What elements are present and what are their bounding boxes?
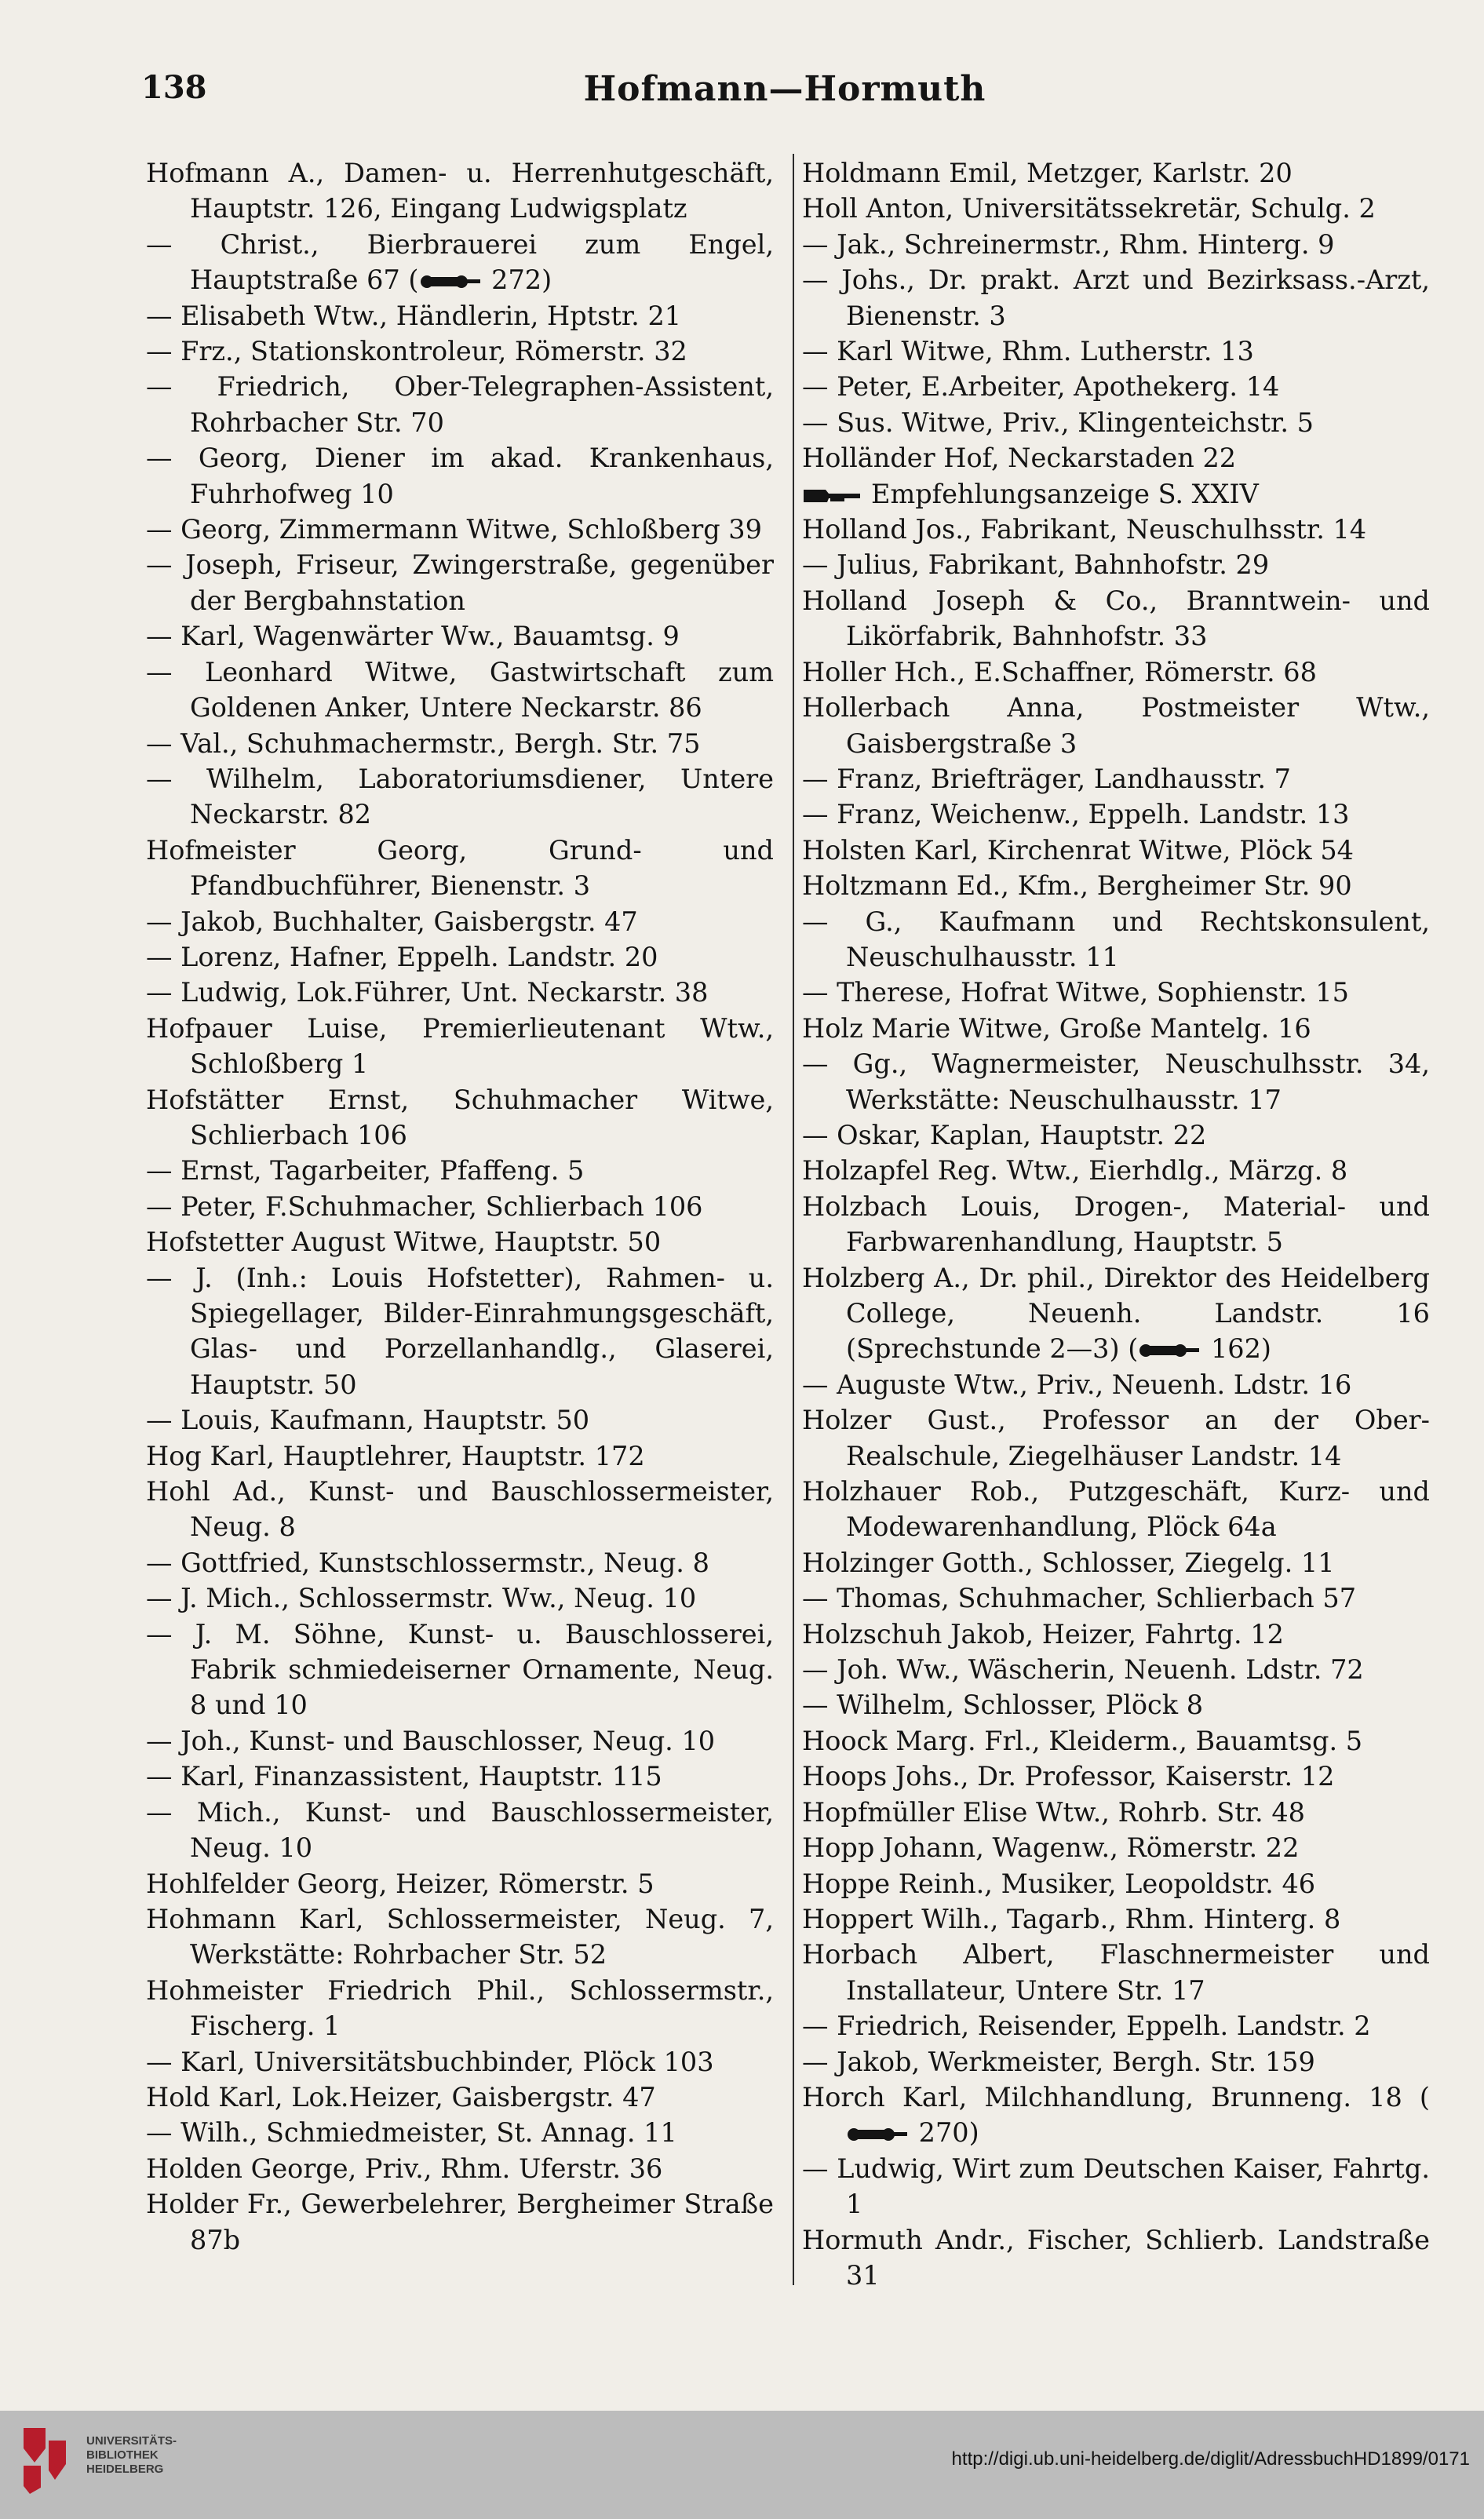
source-url-link[interactable]: http://digi.ub.uni-heidelberg.de/diglit/AdressbuchHD1899/0171 xyxy=(951,2448,1470,2470)
entry: Hohlfelder Georg, Heizer, Römerstr. 5 xyxy=(146,1868,654,1899)
entry: Horch Karl, Milchhandlung, Brunneng. 18 ( 270) xyxy=(802,2081,1430,2149)
entry: Hofpauer Luise, Premierlieutenant Wtw., Schloßberg 1 xyxy=(146,1012,774,1080)
telephone-icon xyxy=(846,2124,910,2145)
entry: Holsten Karl, Kirchenrat Witwe, Plöck 54 xyxy=(802,834,1354,866)
entry: — Thomas, Schuhmacher, Schlierbach 57 xyxy=(802,1583,1357,1614)
entry: — Ludwig, Wirt zum Deutschen Kaiser, Fahrtg. 1 xyxy=(802,2153,1430,2220)
entry: — Val., Schuhmachermstr., Bergh. Str. 75 xyxy=(146,727,701,759)
entry: — Wilhelm, Schlosser, Plöck 8 xyxy=(802,1690,1204,1721)
entry: Hollerbach Anna, Postmeister Wtw., Gaisbergstraße 3 xyxy=(802,692,1430,759)
entry: Holzschuh Jakob, Heizer, Fahrtg. 12 xyxy=(802,1618,1284,1650)
library-name: UNIVERSITÄTS- BIBLIOTHEK HEIDELBERG xyxy=(86,2434,177,2476)
entry: Hohmann Karl, Schlossermeister, Neug. 7, Werkstätte: Rohrbacher Str. 52 xyxy=(146,1903,774,1970)
entry: Hoppert Wilh., Tagarb., Rhm. Hinterg. 8 xyxy=(802,1903,1341,1934)
advertisement-reference: Empfehlungsanzeige S. XXIV xyxy=(802,476,1430,512)
entry: Holländer Hof, Neckarstaden 22 xyxy=(802,443,1237,474)
telephone-icon xyxy=(419,272,483,292)
entry: — Peter, E.Arbeiter, Apothekerg. 14 xyxy=(802,371,1280,403)
page-number: 138 xyxy=(141,69,207,106)
entry: Holzer Gust., Professor an der Ober-Realschule, Ziegelhäuser Landstr. 14 xyxy=(802,1405,1430,1471)
entry: Hoops Johs., Dr. Professor, Kaiserstr. 12 xyxy=(802,1761,1335,1792)
entry: Hofstätter Ernst, Schuhmacher Witwe, Schlierbach 106 xyxy=(146,1084,774,1150)
entry: — Karl, Wagenwärter Ww., Bauamtsg. 9 xyxy=(146,621,680,652)
entry: — Auguste Wtw., Priv., Neuenh. Ldstr. 16 xyxy=(802,1369,1352,1400)
entry: — Joseph, Friseur, Zwingerstraße, gegenüber der Bergbahnstation xyxy=(146,549,774,616)
entry: Holzberg A., Dr. phil., Direktor des Heidelberg College, Neuenh. Landstr. 16 (Sprechstunde 2—3) ( 162) xyxy=(802,1262,1430,1365)
entry: — Ludwig, Lok.Führer, Unt. Neckarstr. 38 xyxy=(146,977,709,1008)
right-column xyxy=(802,155,1430,2293)
viewer-footer xyxy=(0,2411,1484,2519)
entry: — Elisabeth Wtw., Händlerin, Hptstr. 21 xyxy=(146,300,682,331)
column-divider xyxy=(793,154,794,2285)
entry: — Karl Witwe, Rhm. Lutherstr. 13 xyxy=(802,336,1254,367)
entry: Holzbach Louis, Drogen-, Material- und Farbwarenhandlung, Hauptstr. 5 xyxy=(802,1190,1430,1258)
entry: Holl Anton, Universitätssekretär, Schulg. 2 xyxy=(802,193,1376,224)
entry: — Karl, Universitätsbuchbinder, Plöck 103 xyxy=(146,2046,714,2077)
entry: Holland Jos., Fabrikant, Neuschulhsstr. 14 xyxy=(802,514,1367,545)
entry: Holz Marie Witwe, Große Mantelg. 16 xyxy=(802,1012,1311,1044)
entry: — Christ., Bierbrauerei zum Engel, Hauptstraße 67 ( 272) xyxy=(146,228,774,296)
entry: Holzinger Gotth., Schlosser, Ziegelg. 11 xyxy=(802,1547,1335,1578)
telephone-icon xyxy=(1138,1340,1202,1361)
pointing-hand-icon xyxy=(802,487,862,505)
entry: Hohmeister Friedrich Phil., Schlossermstr., Fischerg. 1 xyxy=(146,1974,774,2042)
entry: Hold Karl, Lok.Heizer, Gaisbergstr. 47 xyxy=(146,2081,656,2113)
entry: Holland Joseph & Co., Branntwein- und Likörfabrik, Bahnhofstr. 33 xyxy=(802,585,1430,652)
entry: — Julius, Fabrikant, Bahnhofstr. 29 xyxy=(802,549,1270,581)
entry: — Joh., Kunst- und Bauschlosser, Neug. 10 xyxy=(146,1725,716,1756)
entry: — J. Mich., Schlossermstr. Ww., Neug. 10 xyxy=(146,1583,697,1614)
entry: Holder Fr., Gewerbelehrer, Bergheimer Straße 87b xyxy=(146,2189,774,2255)
running-title: Hofmann—Hormuth xyxy=(583,69,986,109)
entry: — Wilhelm, Laboratoriumsdiener, Untere Neckarstr. 82 xyxy=(146,763,774,830)
entry: — Peter, F.Schuhmacher, Schlierbach 106 xyxy=(146,1190,703,1222)
university-library-logo-icon xyxy=(17,2425,72,2495)
entry: — Karl, Finanzassistent, Hauptstr. 115 xyxy=(146,1761,662,1792)
left-column xyxy=(146,155,774,2258)
entry: — Frz., Stationskontroleur, Römerstr. 32 xyxy=(146,336,687,367)
entry: — J. M. Söhne, Kunst- u. Bauschlosserei, Fabrik schmiedeiserner Ornamente, Neug. 8 und 10 xyxy=(146,1618,774,1721)
entry: Holden George, Priv., Rhm. Uferstr. 36 xyxy=(146,2153,663,2184)
entry: Holzhauer Rob., Putzgeschäft, Kurz- und Modewarenhandlung, Plöck 64a xyxy=(802,1476,1430,1543)
entry: Holtzmann Ed., Kfm., Bergheimer Str. 90 xyxy=(802,870,1352,902)
entry: Hoppe Reinh., Musiker, Leopoldstr. 46 xyxy=(802,1868,1316,1899)
entry: — Friedrich, Reisender, Eppelh. Landstr. 2 xyxy=(802,2010,1371,2042)
entry: Holzapfel Reg. Wtw., Eierhdlg., Märzg. 8 xyxy=(802,1155,1348,1187)
entry: — Jakob, Werkmeister, Bergh. Str. 159 xyxy=(802,2046,1315,2077)
entry: — Gottfried, Kunstschlossermstr., Neug. 8 xyxy=(146,1547,709,1578)
entry: Horbach Albert, Flaschnermeister und Installateur, Untere Str. 17 xyxy=(802,1939,1430,2006)
entry: Hofstetter August Witwe, Hauptstr. 50 xyxy=(146,1227,662,1258)
entry: Hofmann A., Damen- u. Herrenhutgeschäft, Hauptstr. 126, Eingang Ludwigsplatz xyxy=(146,158,774,224)
entry: — Johs., Dr. prakt. Arzt und Bezirksass.-Arzt, Bienenstr. 3 xyxy=(802,264,1430,331)
entry: — Ernst, Tagarbeiter, Pfaffeng. 5 xyxy=(146,1155,585,1187)
entry: — Jakob, Buchhalter, Gaisbergstr. 47 xyxy=(146,906,638,937)
entry: — Jak., Schreinermstr., Rhm. Hinterg. 9 xyxy=(802,228,1335,260)
entry: Hog Karl, Hauptlehrer, Hauptstr. 172 xyxy=(146,1440,645,1471)
entry: — Lorenz, Hafner, Eppelh. Landstr. 20 xyxy=(146,941,658,972)
entry: — Therese, Hofrat Witwe, Sophienstr. 15 xyxy=(802,977,1349,1008)
entry: — Georg, Diener im akad. Krankenhaus, Fuhrhofweg 10 xyxy=(146,443,774,509)
entry: — Mich., Kunst- und Bauschlossermeister, Neug. 10 xyxy=(146,1796,774,1864)
entry: — J. (Inh.: Louis Hofstetter), Rahmen- u. Spiegellager, Bilder-Einrahmungsgeschäft, Glas- und Porzellanhandlg., Glaserei, Hauptstr. 50 xyxy=(146,1262,774,1400)
entry: Holler Hch., E.Schaffner, Römerstr. 68 xyxy=(802,656,1317,687)
page-header xyxy=(141,69,1428,124)
entry: — Wilh., Schmiedmeister, St. Annag. 11 xyxy=(146,2117,677,2149)
entry: Holdmann Emil, Metzger, Karlstr. 20 xyxy=(802,158,1293,188)
entry: Hofmeister Georg, Grund- und Pfandbuchführer, Bienenstr. 3 xyxy=(146,834,774,902)
entry: — Louis, Kaufmann, Hauptstr. 50 xyxy=(146,1405,590,1436)
entry: — Gg., Wagnermeister, Neuschulhsstr. 34, Werkstätte: Neuschulhausstr. 17 xyxy=(802,1048,1430,1115)
entry: Hohl Ad., Kunst- und Bauschlossermeister, Neug. 8 xyxy=(146,1476,774,1543)
entry: — Franz, Weichenw., Eppelh. Landstr. 13 xyxy=(802,799,1350,830)
entry: Hormuth Andr., Fischer, Schlierb. Landstraße 31 xyxy=(802,2224,1430,2291)
entry: — Georg, Zimmermann Witwe, Schloßberg 39 xyxy=(146,514,762,545)
entry: — Leonhard Witwe, Gastwirtschaft zum Goldenen Anker, Untere Neckarstr. 86 xyxy=(146,656,774,724)
entry: — Franz, Briefträger, Landhausstr. 7 xyxy=(802,763,1291,794)
entry: — Sus. Witwe, Priv., Klingenteichstr. 5 xyxy=(802,406,1314,438)
entry: Hopp Johann, Wagenw., Römerstr. 22 xyxy=(802,1832,1300,1864)
entry: — Oskar, Kaplan, Hauptstr. 22 xyxy=(802,1119,1207,1150)
entry: — G., Kaufmann und Rechtskonsulent, Neuschulhausstr. 11 xyxy=(802,906,1430,972)
entry: — Joh. Ww., Wäscherin, Neuenh. Ldstr. 72 xyxy=(802,1654,1364,1686)
entry: Hopfmüller Elise Wtw., Rohrb. Str. 48 xyxy=(802,1796,1305,1828)
entry: Hoock Marg. Frl., Kleiderm., Bauamtsg. 5 xyxy=(802,1725,1363,1756)
entry: — Friedrich, Ober-Telegraphen-Assistent, Rohrbacher Str. 70 xyxy=(146,371,774,438)
